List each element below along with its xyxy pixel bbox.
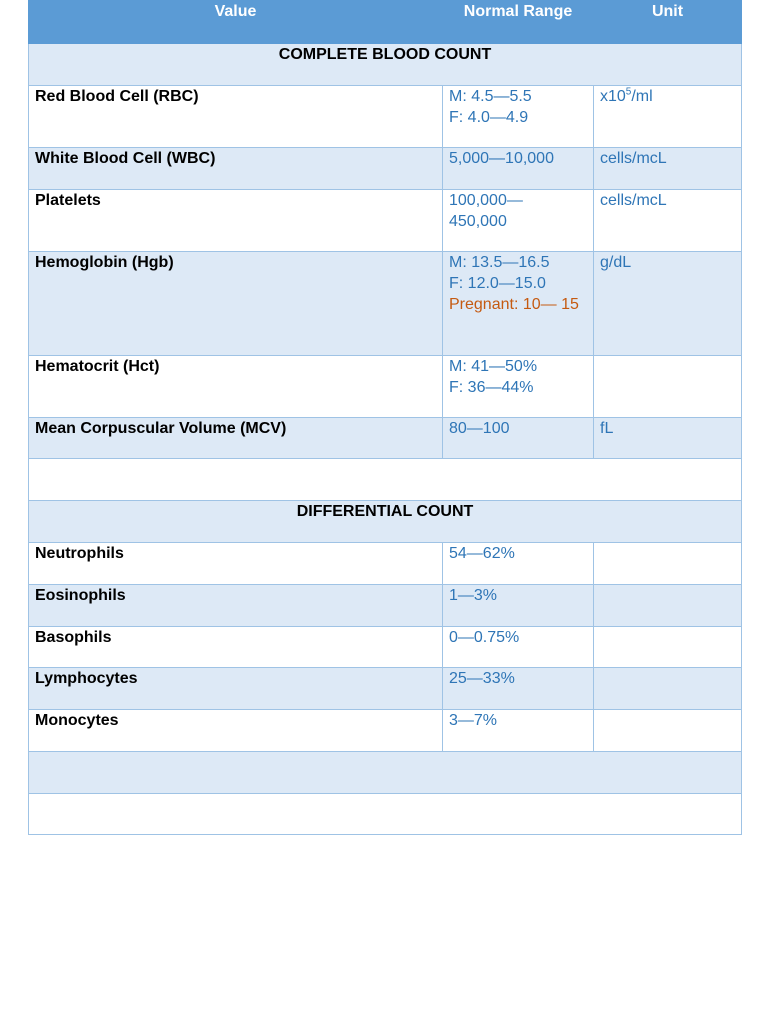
unit-base: x10 xyxy=(600,88,626,105)
row-range xyxy=(443,252,594,356)
row-name: Eosinophils xyxy=(29,585,443,627)
empty-row xyxy=(29,459,742,501)
range-line: 80—100 xyxy=(449,420,510,437)
row-range xyxy=(443,356,594,418)
row-name: Mean Corpuscular Volume (MCV) xyxy=(29,418,443,459)
row-range xyxy=(443,148,594,190)
table-header-row xyxy=(29,1,742,44)
lab-values-table xyxy=(28,0,742,835)
table-row xyxy=(29,190,742,252)
section-row-complete-blood-count xyxy=(29,44,742,86)
row-unit xyxy=(594,356,742,418)
row-unit xyxy=(594,627,742,668)
row-range: 0—0.75% xyxy=(443,627,594,668)
row-range xyxy=(443,190,594,252)
range-line: 5,000—10,000 xyxy=(449,150,554,167)
row-unit xyxy=(594,585,742,627)
row-name: Platelets xyxy=(29,190,443,252)
range-line: 100,000— xyxy=(449,192,523,209)
row-range xyxy=(443,418,594,459)
row-unit xyxy=(594,668,742,710)
section-title: DIFFERENTIAL COUNT xyxy=(29,501,742,543)
row-unit: g/dL xyxy=(594,252,742,356)
empty-cell xyxy=(29,752,742,794)
row-unit xyxy=(594,86,742,148)
row-unit xyxy=(594,710,742,752)
row-range xyxy=(443,86,594,148)
table-row xyxy=(29,668,742,710)
section-title: COMPLETE BLOOD COUNT xyxy=(29,44,742,86)
range-line: M: 4.5—5.5 xyxy=(449,88,532,105)
range-line: F: 36—44% xyxy=(449,379,534,396)
header-value: Value xyxy=(29,1,443,44)
empty-row xyxy=(29,752,742,794)
row-name: White Blood Cell (WBC) xyxy=(29,148,443,190)
row-name: Basophils xyxy=(29,627,443,668)
row-unit xyxy=(594,543,742,585)
table-row xyxy=(29,627,742,668)
row-unit: fL xyxy=(594,418,742,459)
range-line: M: 13.5—16.5 xyxy=(449,254,550,271)
row-unit: cells/mcL xyxy=(594,190,742,252)
row-name: Red Blood Cell (RBC) xyxy=(29,86,443,148)
row-name: Lymphocytes xyxy=(29,668,443,710)
section-row-differential-count xyxy=(29,501,742,543)
row-name: Monocytes xyxy=(29,710,443,752)
row-name: Hematocrit (Hct) xyxy=(29,356,443,418)
range-line: M: 41—50% xyxy=(449,358,538,375)
table-row xyxy=(29,86,742,148)
row-name: Neutrophils xyxy=(29,543,443,585)
header-normal-range: Normal Range xyxy=(443,1,594,44)
empty-row xyxy=(29,794,742,835)
table-row xyxy=(29,418,742,459)
table-row xyxy=(29,252,742,356)
empty-cell xyxy=(29,459,742,501)
row-range: 3—7% xyxy=(443,710,594,752)
header-unit: Unit xyxy=(594,1,742,44)
unit-tail: /ml xyxy=(631,88,653,105)
table-row xyxy=(29,710,742,752)
empty-cell xyxy=(29,794,742,835)
unit-exponent: 5 xyxy=(625,86,632,98)
row-range: 54—62% xyxy=(443,543,594,585)
table-row xyxy=(29,148,742,190)
range-pregnant: Pregnant: 10— 15 xyxy=(449,296,579,313)
table-row xyxy=(29,356,742,418)
range-line: F: 4.0—4.9 xyxy=(449,109,529,126)
range-line: F: 12.0—15.0 xyxy=(449,275,546,292)
row-range: 1—3% xyxy=(443,585,594,627)
row-range: 25—33% xyxy=(443,668,594,710)
row-unit: cells/mcL xyxy=(594,148,742,190)
table-row xyxy=(29,543,742,585)
row-name: Hemoglobin (Hgb) xyxy=(29,252,443,356)
table-row xyxy=(29,585,742,627)
range-line: 450,000 xyxy=(449,213,507,230)
